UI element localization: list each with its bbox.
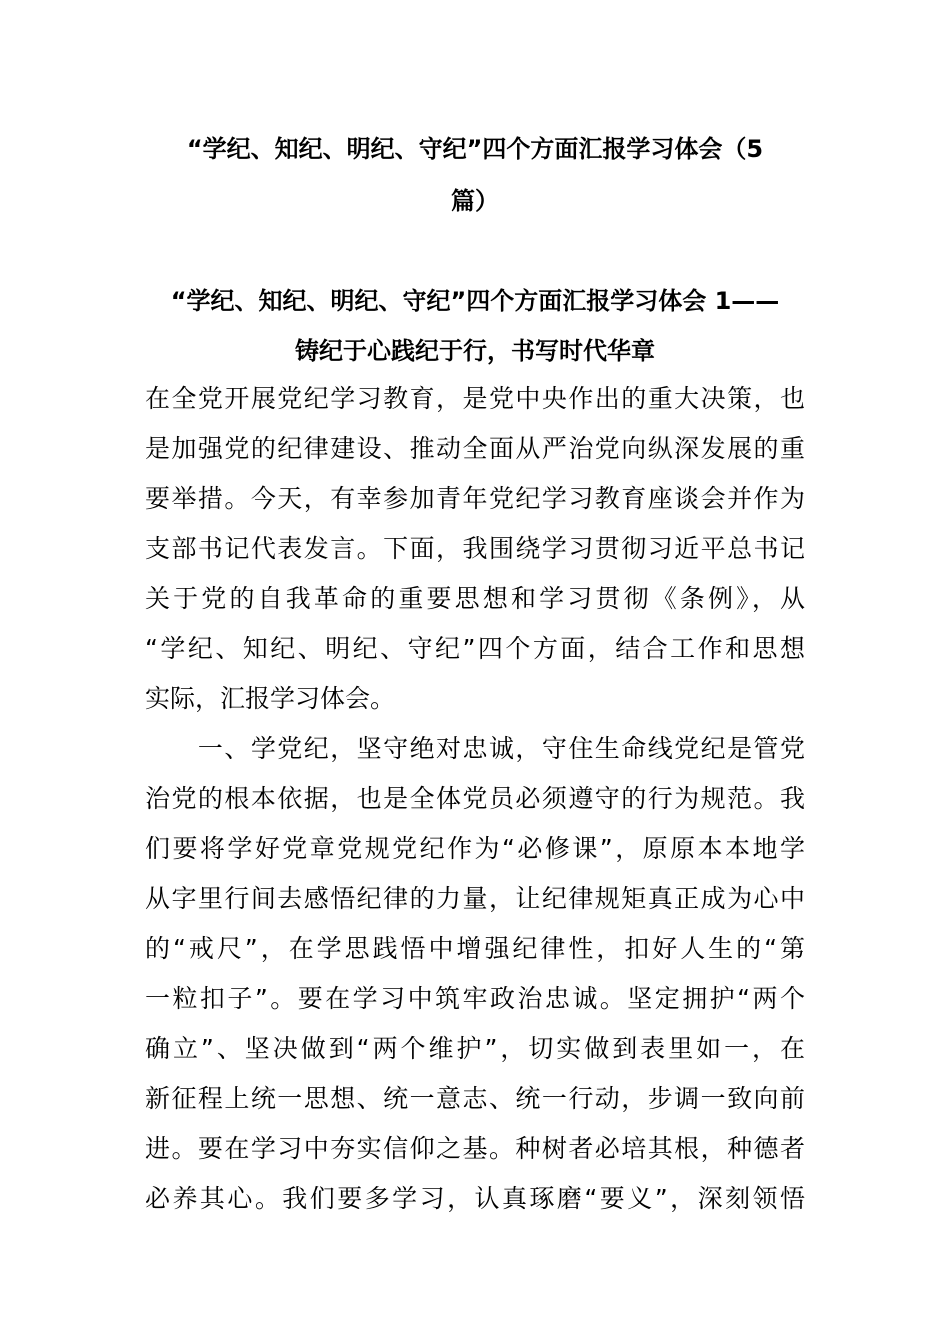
paragraph-1-line: 关于党的自我革命的重要思想和学习贯彻《条例》，从 <box>145 584 805 613</box>
section-heading-line-2: 铸纪于心践纪于行，书写时代华章 <box>295 337 655 365</box>
document-title-line-1: “学纪、知纪、明纪、守纪”四个方面汇报学习体会（5 <box>186 135 764 163</box>
paragraph-1-line: 在全党开展党纪学习教育，是党中央作出的重大决策，也 <box>145 384 805 413</box>
paragraph-1-line: 实际，汇报学习体会。 <box>145 684 396 713</box>
paragraph-2-line: 确立”、坚决做到“两个维护”，切实做到表里如一，在 <box>145 1034 805 1063</box>
section-heading-line-1: “学纪、知纪、明纪、守纪”四个方面汇报学习体会 1—— <box>170 287 780 315</box>
paragraph-2-line: 从字里行间去感悟纪律的力量，让纪律规矩真正成为心中 <box>145 884 805 913</box>
paragraph-1-line: “学纪、知纪、明纪、守纪”四个方面，结合工作和思想 <box>145 634 805 663</box>
paragraph-2-line: 的“戒尺”，在学思践悟中增强纪律性，扣好人生的“第 <box>145 934 805 963</box>
paragraph-2-line: 新征程上统一思想、统一意志、统一行动，步调一致向前 <box>145 1084 805 1113</box>
paragraph-2-line: 一、学党纪，坚守绝对忠诚，守住生命线党纪是管党 <box>145 734 805 763</box>
paragraph-2-line: 一粒扣子”。要在学习中筑牢政治忠诚。坚定拥护“两个 <box>145 984 805 1013</box>
paragraph-2-line: 们要将学好党章党规党纪作为“必修课”，原原本本地学 <box>145 834 805 863</box>
paragraph-1-line: 要举措。今天，有幸参加青年党纪学习教育座谈会并作为 <box>145 484 805 513</box>
paragraph-2-line: 进。要在学习中夯实信仰之基。种树者必培其根，种德者 <box>145 1134 805 1163</box>
document-title-line-2: 篇） <box>451 187 499 215</box>
paragraph-2-line: 治党的根本依据，也是全体党员必须遵守的行为规范。我 <box>145 784 805 813</box>
paragraph-1-line: 是加强党的纪律建设、推动全面从严治党向纵深发展的重 <box>145 434 805 463</box>
paragraph-1-line: 支部书记代表发言。下面，我围绕学习贯彻习近平总书记 <box>145 534 805 563</box>
paragraph-2-line: 必养其心。我们要多学习，认真琢磨“要义”，深刻领悟 <box>145 1184 805 1213</box>
